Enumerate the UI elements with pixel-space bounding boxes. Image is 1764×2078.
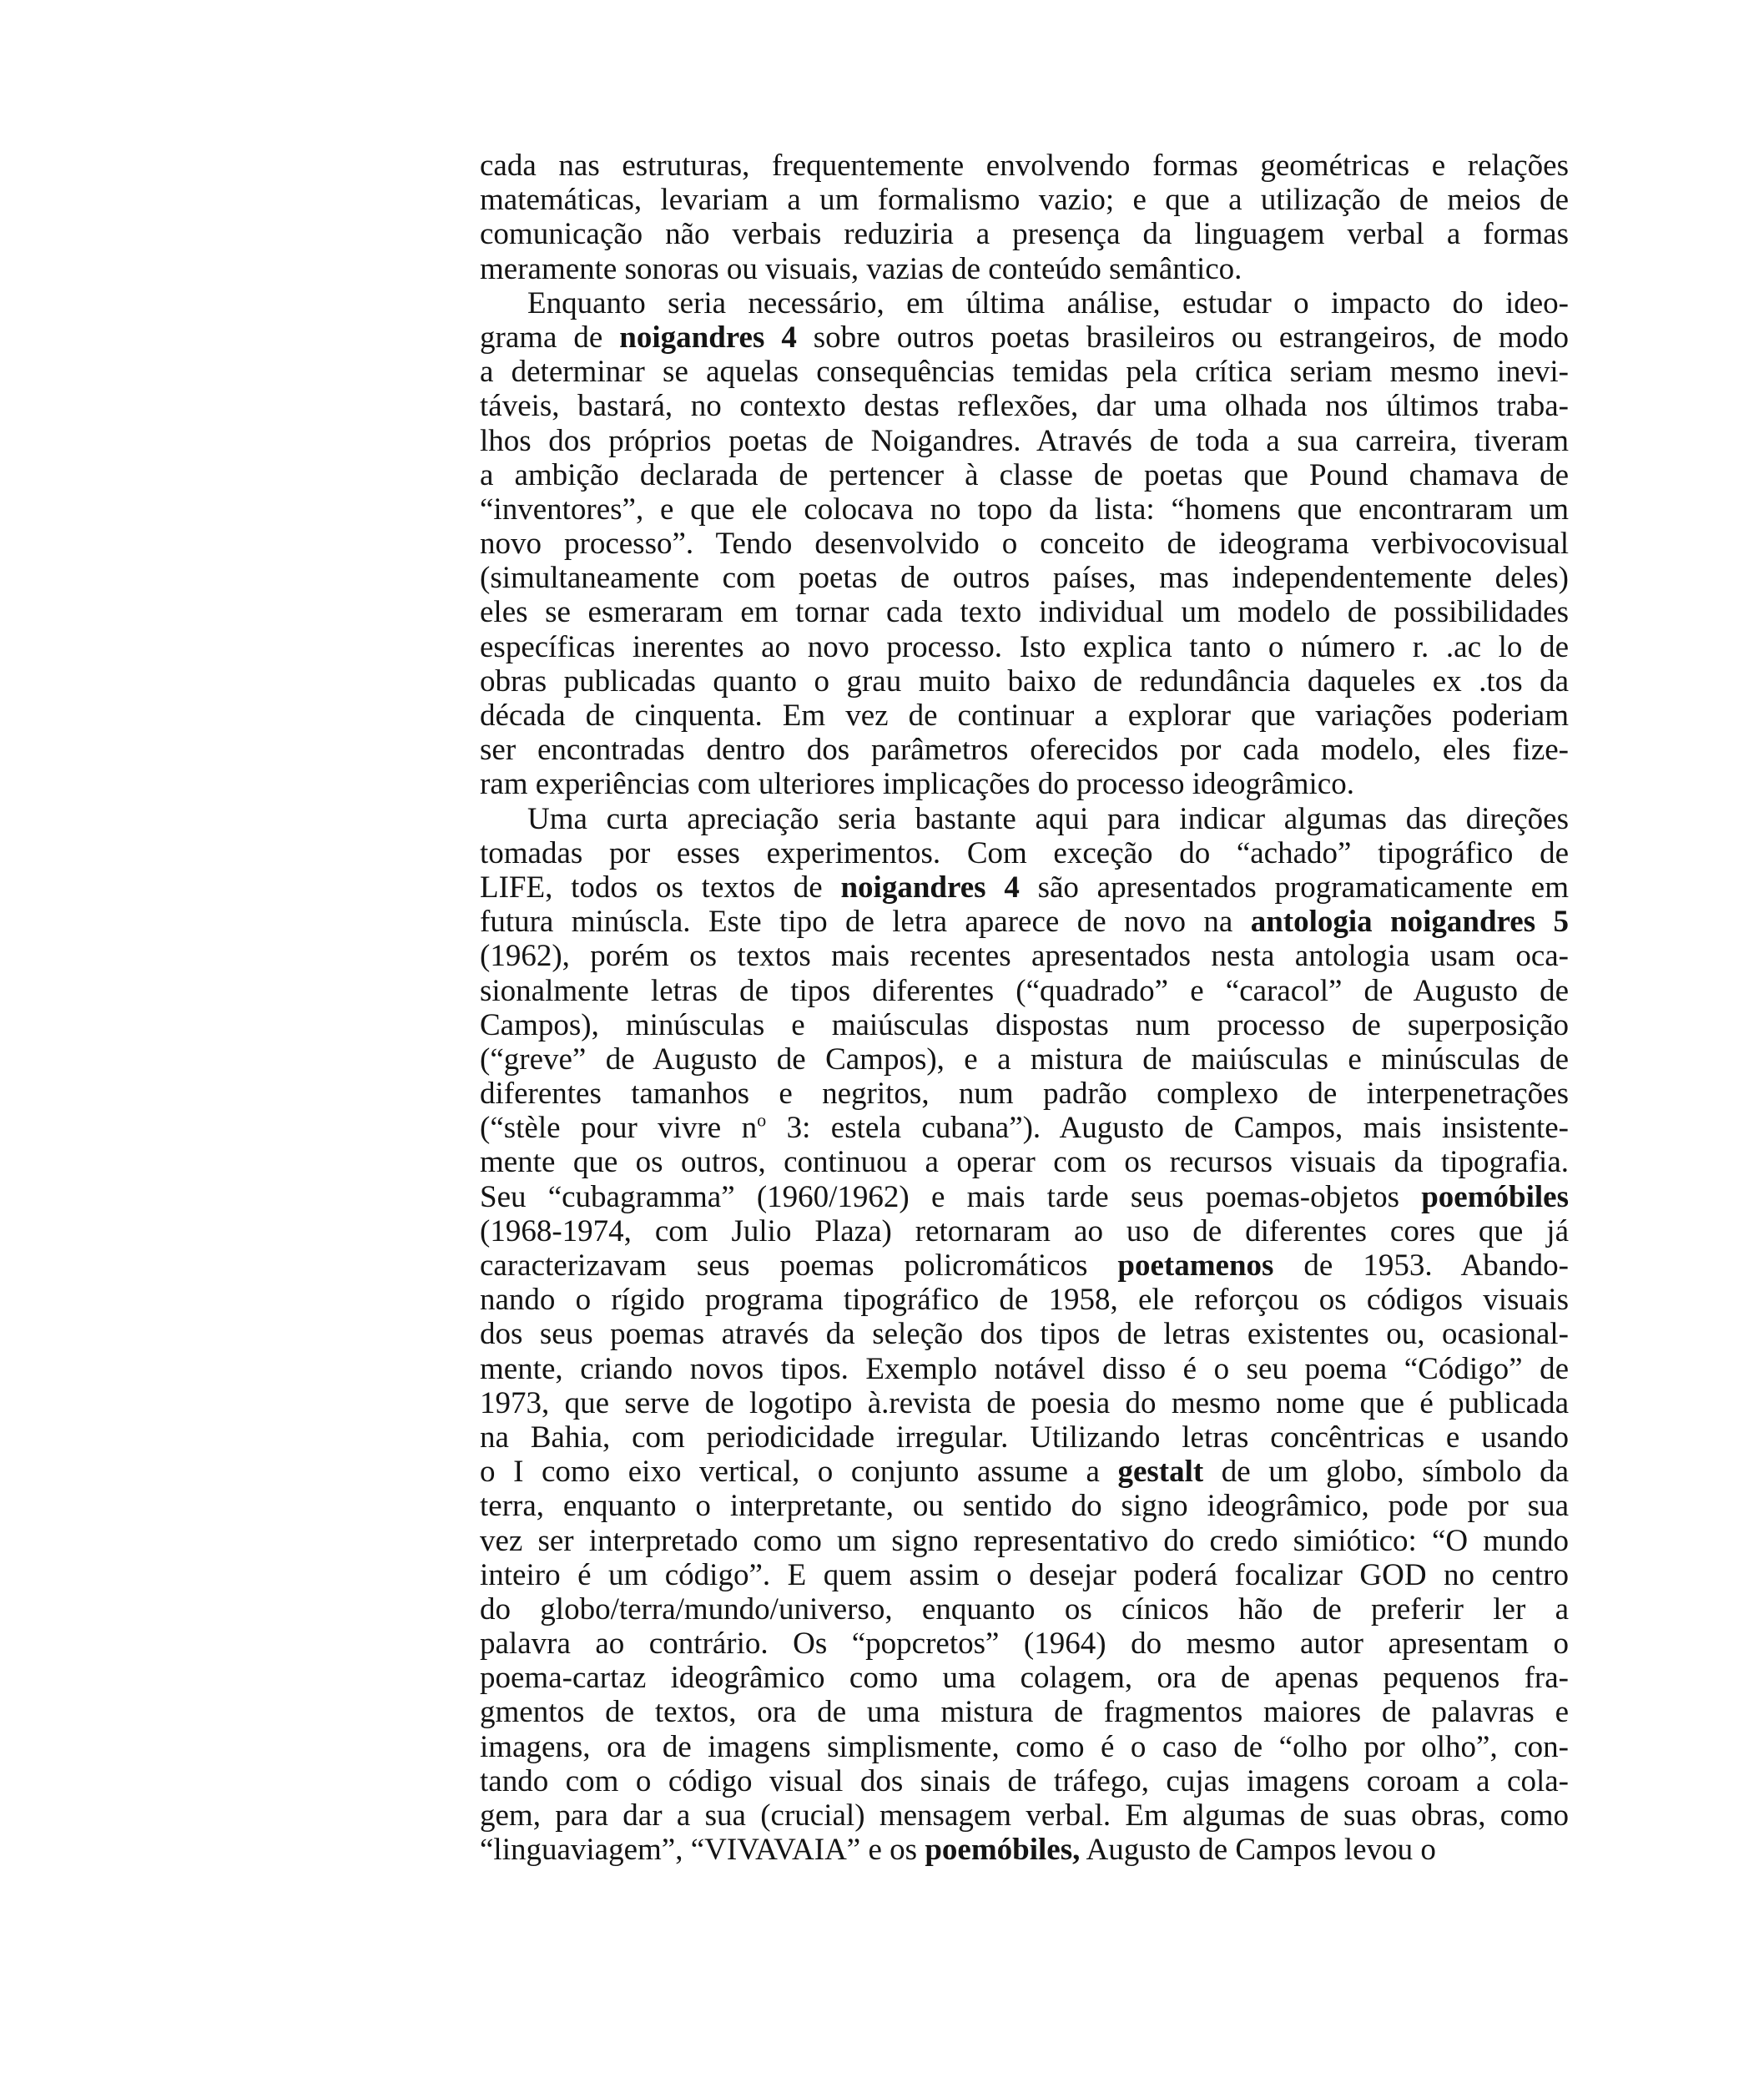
text-line (480, 802, 1569, 836)
text-segment: de um globo, símbolo da (1203, 1455, 1569, 1490)
text-line (480, 1524, 1569, 1558)
text-line (480, 1248, 1569, 1283)
text-line (480, 733, 1569, 767)
bold-term: poemóbiles, (925, 1833, 1081, 1868)
text-segment: (1962), porém os textos mais recentes apresentados nesta antologia usam oca- (480, 939, 1569, 974)
text-segment: dos seus poemas através da seleção dos tipos de letras existentes ou, ocasional- (480, 1317, 1569, 1352)
text-line (480, 1558, 1569, 1592)
text-segment: gem, para dar a sua (crucial) mensagem verbal. Em algumas de suas obras, como (480, 1798, 1569, 1833)
text-segment: lhos dos próprios poetas de Noigandres. Através de toda a sua carreira, tiveram (480, 423, 1569, 458)
text-line (480, 595, 1569, 629)
text-line (480, 355, 1569, 389)
text-segment: nando o rígido programa tipográfico de 1958, ele reforçou os códigos visuais (480, 1283, 1569, 1318)
text-segment: comunicação não verbais reduziria a presença da linguagem verbal a formas (480, 217, 1569, 252)
text-segment: meramente sonoras ou visuais, vazias de conteúdo semântico. (480, 251, 1242, 286)
text-segment: gmentos de textos, ora de uma mistura de fragmentos maiores de palavras e (480, 1695, 1569, 1730)
text-line (480, 286, 1569, 320)
text-segment: tomadas por esses experimentos. Com exceção do “achado” tipográfico de (480, 835, 1569, 870)
bold-term: antologia noigandres 5 (1250, 905, 1569, 940)
text-segment: táveis, bastará, no contexto destas reflexões, dar uma olhada nos últimos traba- (480, 389, 1569, 424)
text-segment: Seu “cubagramma” (1960/1962) e mais tarde seus poemas-objetos (480, 1179, 1422, 1214)
text-segment: palavra ao contrário. Os “popcretos” (1964) do mesmo autor apresentam o (480, 1627, 1569, 1662)
text-line (480, 1695, 1569, 1729)
text-segment: inteiro é um código”. E quem assim o desejar poderá focalizar GOD no centro (480, 1557, 1569, 1592)
text-line (480, 699, 1569, 733)
text-line (480, 1833, 1569, 1867)
text-line (480, 1627, 1569, 1661)
text-segment: na Bahia, com periodicidade irregular. Utilizando letras concêntricas e usando (480, 1420, 1569, 1455)
text-segment: novo processo”. Tendo desenvolvido o conceito de ideograma verbivocovisual (480, 527, 1569, 562)
text-segment: poema-cartaz ideogrâmico como uma colagem, ora de apenas pequenos fra- (480, 1661, 1569, 1696)
text-line (480, 1008, 1569, 1042)
text-line (480, 1352, 1569, 1386)
text-segment: o I como eixo vertical, o conjunto assume a (480, 1455, 1118, 1490)
text-segment: do globo/terra/mundo/universo, enquanto os cínicos hão de preferir ler a (480, 1591, 1569, 1627)
text-line (480, 1180, 1569, 1214)
text-segment: caracterizavam seus poemas policromáticos (480, 1248, 1118, 1283)
text-line (480, 149, 1569, 183)
text-segment: (simultaneamente com poetas de outros países, mas independentemente deles) (480, 561, 1569, 596)
text-segment: futura minúscla. Este tipo de letra aparece de novo na (480, 905, 1251, 940)
text-line (480, 974, 1569, 1008)
text-segment: Augusto de Campos levou o (1080, 1833, 1436, 1868)
text-segment: Campos), minúsculas e maiúsculas dispostas num processo de superposição (480, 1007, 1569, 1042)
text-line (480, 836, 1569, 870)
bold-term: noigandres 4 (619, 320, 797, 355)
text-segment: matemáticas, levariam a um formalismo vazio; e que a utilização de meios de (480, 183, 1569, 218)
text-line (480, 1798, 1569, 1833)
text-segment: obras publicadas quanto o grau muito baixo de redundância daqueles ex .tos da (480, 663, 1569, 699)
text-segment: de 1953. Abando- (1273, 1248, 1569, 1283)
text-line (480, 1764, 1569, 1798)
text-line (480, 1283, 1569, 1317)
text-segment: década de cinquenta. Em vez de continuar a explorar que variações poderiam (480, 699, 1569, 733)
text-segment: Uma curta apreciação seria bastante aqui para indicar algumas das direções (527, 801, 1569, 836)
text-segment: ram experiências com ulteriores implicações do processo ideogrâmico. (480, 767, 1354, 802)
bold-term: poetamenos (1117, 1248, 1274, 1283)
text-line (480, 320, 1569, 355)
body-text (480, 149, 1569, 1867)
text-line (480, 458, 1569, 492)
text-line (480, 217, 1569, 251)
text-line (480, 1317, 1569, 1351)
text-segment: a ambição declarada de pertencer à classe de poetas que Pound chamava de (480, 457, 1569, 492)
text-line (480, 1386, 1569, 1420)
text-segment: imagens, ora de imagens simplismente, como é o caso de “olho por olho”, con- (480, 1729, 1569, 1764)
text-segment: ser encontradas dentro dos parâmetros oferecidos por cada modelo, eles fize- (480, 733, 1569, 768)
text-line (480, 1730, 1569, 1764)
text-line (480, 492, 1569, 527)
text-segment: 1973, que serve de logotipo à.revista de poesia do mesmo nome que é publicada (480, 1385, 1569, 1420)
text-segment: sionalmente letras de tipos diferentes (“quadrado” e “caracol” de Augusto de (480, 973, 1569, 1008)
text-line (480, 1145, 1569, 1179)
text-segment: “linguaviagem”, “VIVAVAIA” e os (480, 1833, 925, 1868)
text-segment: específicas inerentes ao novo processo. Isto explica tanto o número r. .ac lo de (480, 629, 1569, 664)
text-segment: diferentes tamanhos e negritos, num padrão complexo de interpenetrações (480, 1077, 1569, 1112)
text-segment: (“stèle pour vivre n (480, 1111, 758, 1146)
text-segment: terra, enquanto o interpretante, ou sentido do signo ideogrâmico, pode por sua (480, 1489, 1569, 1524)
text-segment: vez ser interpretado como um signo representativo do credo simiótico: “O mundo (480, 1523, 1569, 1558)
text-segment: Enquanto seria necessário, em última análise, estudar o impacto do ideo- (527, 285, 1569, 320)
text-line (480, 389, 1569, 423)
text-line (480, 424, 1569, 458)
text-line (480, 1214, 1569, 1248)
bold-term: gestalt (1117, 1455, 1204, 1490)
text-segment: mente, criando novos tipos. Exemplo notável disso é o seu poema “Código” de (480, 1351, 1569, 1386)
text-line (480, 527, 1569, 561)
text-segment: “inventores”, e que ele colocava no topo da lista: “homens que encontraram um (480, 492, 1569, 527)
text-line (480, 1661, 1569, 1695)
text-line (480, 1489, 1569, 1523)
text-line (480, 1077, 1569, 1111)
text-line (480, 252, 1569, 286)
text-segment: mente que os outros, continuou a operar com os recursos visuais da tipografia. (480, 1145, 1569, 1180)
text-segment: (1968-1974, com Julio Plaza) retornaram ao uso de diferentes cores que já (480, 1213, 1569, 1248)
text-segment: cada nas estruturas, frequentemente envolvendo formas geométricas e relações (480, 149, 1569, 183)
text-segment: 3: estela cubana”). Augusto de Campos, mais insistente- (766, 1111, 1569, 1146)
text-line (480, 630, 1569, 664)
text-line (480, 183, 1569, 217)
text-line (480, 905, 1569, 939)
text-line (480, 664, 1569, 699)
bold-term: poemóbiles (1421, 1179, 1569, 1214)
text-line (480, 939, 1569, 973)
text-line (480, 1455, 1569, 1489)
text-line (480, 767, 1569, 801)
text-segment: a determinar se aquelas consequências temidas pela crítica seriam mesmo inevi- (480, 355, 1569, 390)
text-segment: grama de (480, 320, 620, 355)
text-line (480, 561, 1569, 595)
superscript: o (757, 1109, 767, 1131)
text-segment: sobre outros poetas brasileiros ou estrangeiros, de modo (796, 320, 1569, 355)
text-segment: são apresentados programaticamente em (1019, 870, 1570, 905)
text-line (480, 1592, 1569, 1627)
text-segment: tando com o código visual dos sinais de tráfego, cujas imagens coroam a cola- (480, 1763, 1569, 1798)
text-line (480, 1042, 1569, 1077)
text-segment: (“greve” de Augusto de Campos), e a mistura de maiúsculas e minúsculas de (480, 1042, 1569, 1077)
text-segment: eles se esmeraram em tornar cada texto individual um modelo de possibilidades (480, 595, 1569, 630)
text-segment: LIFE, todos os textos de (480, 870, 841, 905)
text-line (480, 1420, 1569, 1455)
text-line (480, 1111, 1569, 1145)
bold-term: noigandres 4 (840, 870, 1020, 905)
text-line (480, 870, 1569, 905)
